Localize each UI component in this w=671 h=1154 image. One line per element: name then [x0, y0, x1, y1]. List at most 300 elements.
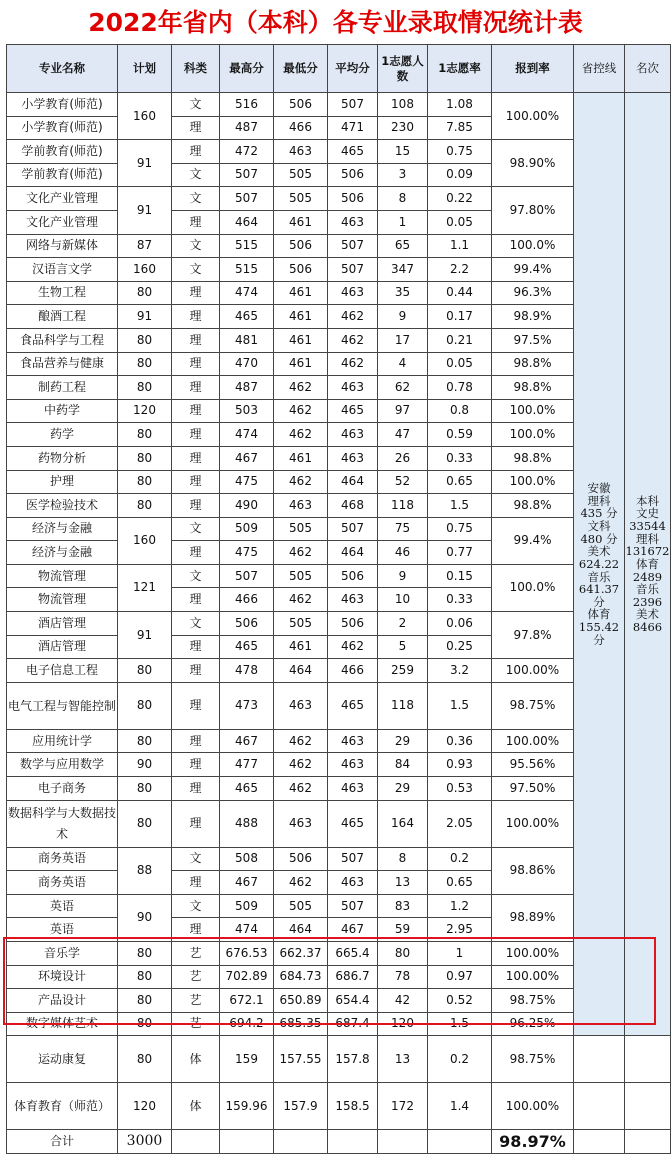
first-choice-count-cell: 13 — [378, 1036, 428, 1083]
total-label-cell: 合计 — [7, 1130, 118, 1154]
min-score-cell: 662.37 — [274, 942, 328, 966]
plan-cell: 80 — [118, 352, 172, 376]
table-row — [7, 1012, 671, 1036]
report-rate-cell: 98.9% — [492, 305, 574, 329]
control-line-text: 安徽 — [587, 481, 611, 496]
rank-text: 33544 — [629, 518, 666, 533]
major-name-cell: 药物分析 — [7, 446, 118, 470]
report-rate-cell: 100.0% — [492, 399, 574, 423]
max-score-cell: 473 — [220, 682, 274, 729]
first-choice-count-cell: 75 — [378, 517, 428, 541]
max-score-cell: 474 — [220, 423, 274, 447]
report-rate-cell: 100.0% — [492, 470, 574, 494]
report-rate-cell: 100.00% — [492, 1083, 574, 1130]
first-choice-count-cell: 15 — [378, 140, 428, 164]
plan-cell: 90 — [118, 753, 172, 777]
major-name-cell: 音乐学 — [7, 942, 118, 966]
min-score-cell: 461 — [274, 328, 328, 352]
max-score-cell: 159 — [220, 1036, 274, 1083]
plan-cell: 80 — [118, 989, 172, 1013]
table-row — [7, 281, 671, 305]
type-cell: 理 — [172, 871, 220, 895]
first-choice-count-cell: 2 — [378, 612, 428, 636]
min-score-cell: 462 — [274, 470, 328, 494]
admission-table — [6, 44, 671, 1154]
rank-text: 131672 — [625, 544, 670, 559]
plan-cell: 80 — [118, 281, 172, 305]
first-choice-count-cell: 29 — [378, 777, 428, 801]
type-cell: 文 — [172, 847, 220, 871]
table-row — [7, 352, 671, 376]
major-name-cell: 电子信息工程 — [7, 659, 118, 683]
report-rate-cell: 97.5% — [492, 328, 574, 352]
rank-empty-cell — [625, 1083, 671, 1130]
max-score-cell: 509 — [220, 894, 274, 918]
avg-score-cell: 464 — [328, 541, 378, 565]
first-choice-rate-cell: 0.05 — [428, 352, 492, 376]
max-score-cell: 470 — [220, 352, 274, 376]
major-name-cell: 学前教育(师范) — [7, 163, 118, 187]
table-row — [7, 1036, 671, 1083]
major-name-cell: 小学教育(师范) — [7, 93, 118, 117]
min-score-cell: 650.89 — [274, 989, 328, 1013]
control-line-text: 分 — [593, 632, 605, 647]
table-row — [7, 517, 671, 541]
first-choice-rate-cell: 0.53 — [428, 777, 492, 801]
min-score-cell: 506 — [274, 258, 328, 282]
min-score-cell: 464 — [274, 659, 328, 683]
major-name-cell: 制药工程 — [7, 376, 118, 400]
report-rate-cell: 100.00% — [492, 93, 574, 140]
avg-score-cell: 506 — [328, 564, 378, 588]
first-choice-count-cell: 83 — [378, 894, 428, 918]
rank-text: 8466 — [632, 620, 663, 635]
first-choice-count-cell: 59 — [378, 918, 428, 942]
page-title: 2022年省内（本科）各专业录取情况统计表 — [88, 8, 583, 37]
first-choice-count-cell: 65 — [378, 234, 428, 258]
report-rate-cell: 96.25% — [492, 1012, 574, 1036]
report-rate-cell: 99.4% — [492, 258, 574, 282]
plan-cell: 80 — [118, 682, 172, 729]
type-cell: 理 — [172, 423, 220, 447]
min-score-cell: 506 — [274, 847, 328, 871]
plan-cell: 80 — [118, 1012, 172, 1036]
first-choice-rate-cell: 0.93 — [428, 753, 492, 777]
first-choice-rate-cell: 2.95 — [428, 918, 492, 942]
first-choice-count-cell: 35 — [378, 281, 428, 305]
plan-cell: 80 — [118, 494, 172, 518]
type-cell: 理 — [172, 541, 220, 565]
type-cell: 理 — [172, 328, 220, 352]
control-line-text: 435 分 — [580, 506, 618, 521]
report-rate-cell: 98.86% — [492, 847, 574, 894]
min-score-cell: 463 — [274, 800, 328, 847]
first-choice-rate-cell: 0.75 — [428, 140, 492, 164]
empty-cell — [220, 1130, 274, 1154]
avg-score-cell: 665.4 — [328, 942, 378, 966]
first-choice-count-cell: 8 — [378, 187, 428, 211]
first-choice-count-cell: 62 — [378, 376, 428, 400]
table-row — [7, 989, 671, 1013]
rank-empty-cell — [625, 1036, 671, 1083]
max-score-cell: 465 — [220, 635, 274, 659]
first-choice-count-cell: 26 — [378, 446, 428, 470]
type-cell: 理 — [172, 494, 220, 518]
max-score-cell: 465 — [220, 305, 274, 329]
avg-score-cell: 466 — [328, 659, 378, 683]
max-score-cell: 507 — [220, 564, 274, 588]
major-name-cell: 体育教育（师范） — [7, 1083, 118, 1130]
avg-score-cell: 686.7 — [328, 965, 378, 989]
type-cell: 理 — [172, 682, 220, 729]
first-choice-rate-cell: 0.05 — [428, 210, 492, 234]
plan-cell: 87 — [118, 234, 172, 258]
table-row — [7, 423, 671, 447]
major-name-cell: 文化产业管理 — [7, 187, 118, 211]
min-score-cell: 505 — [274, 187, 328, 211]
plan-cell: 160 — [118, 258, 172, 282]
first-choice-count-cell: 5 — [378, 635, 428, 659]
first-choice-rate-cell: 1.5 — [428, 682, 492, 729]
max-score-cell: 465 — [220, 777, 274, 801]
report-rate-cell: 97.80% — [492, 187, 574, 234]
avg-score-cell: 463 — [328, 281, 378, 305]
first-choice-count-cell: 78 — [378, 965, 428, 989]
major-name-cell: 食品营养与健康 — [7, 352, 118, 376]
report-rate-cell: 98.75% — [492, 682, 574, 729]
report-rate-cell: 100.0% — [492, 234, 574, 258]
control-line-text: 480 分 — [580, 531, 618, 546]
plan-cell: 120 — [118, 399, 172, 423]
min-score-cell: 157.9 — [274, 1083, 328, 1130]
first-choice-rate-cell: 0.17 — [428, 305, 492, 329]
table-row — [7, 777, 671, 801]
major-name-cell: 医学检验技术 — [7, 494, 118, 518]
min-score-cell: 461 — [274, 305, 328, 329]
first-choice-rate-cell: 0.77 — [428, 541, 492, 565]
first-choice-rate-cell: 0.8 — [428, 399, 492, 423]
first-choice-count-cell: 347 — [378, 258, 428, 282]
max-score-cell: 467 — [220, 729, 274, 753]
header-type: 科类 — [172, 45, 220, 93]
max-score-cell: 487 — [220, 116, 274, 140]
first-choice-rate-cell: 1.4 — [428, 1083, 492, 1130]
first-choice-rate-cell: 0.97 — [428, 965, 492, 989]
avg-score-cell: 463 — [328, 423, 378, 447]
first-choice-rate-cell: 1.2 — [428, 894, 492, 918]
type-cell: 艺 — [172, 1012, 220, 1036]
header-max: 最高分 — [220, 45, 274, 93]
table-row — [7, 328, 671, 352]
first-choice-rate-cell: 0.36 — [428, 729, 492, 753]
first-choice-rate-cell: 0.44 — [428, 281, 492, 305]
avg-score-cell: 654.4 — [328, 989, 378, 1013]
major-name-cell: 酒店管理 — [7, 635, 118, 659]
avg-score-cell: 465 — [328, 140, 378, 164]
max-score-cell: 503 — [220, 399, 274, 423]
rank-text: 美术 — [636, 607, 659, 622]
avg-score-cell: 465 — [328, 682, 378, 729]
control-line-text: 体育 — [587, 607, 611, 622]
first-choice-rate-cell: 0.65 — [428, 470, 492, 494]
table-row — [7, 965, 671, 989]
header-first-count: 1志愿人数 — [378, 45, 428, 93]
plan-cell: 91 — [118, 140, 172, 187]
min-score-cell: 463 — [274, 494, 328, 518]
type-cell: 理 — [172, 305, 220, 329]
report-rate-cell: 99.4% — [492, 517, 574, 564]
first-choice-rate-cell: 1 — [428, 942, 492, 966]
max-score-cell: 676.53 — [220, 942, 274, 966]
first-choice-rate-cell: 0.06 — [428, 612, 492, 636]
major-name-cell: 电子商务 — [7, 777, 118, 801]
min-score-cell: 505 — [274, 612, 328, 636]
major-name-cell: 数学与应用数学 — [7, 753, 118, 777]
avg-score-cell: 463 — [328, 753, 378, 777]
major-name-cell: 产品设计 — [7, 989, 118, 1013]
avg-score-cell: 463 — [328, 376, 378, 400]
min-score-cell: 462 — [274, 871, 328, 895]
first-choice-count-cell: 47 — [378, 423, 428, 447]
min-score-cell: 505 — [274, 564, 328, 588]
plan-cell: 80 — [118, 965, 172, 989]
type-cell: 理 — [172, 918, 220, 942]
report-rate-cell: 98.8% — [492, 352, 574, 376]
report-rate-cell: 97.8% — [492, 612, 574, 659]
table-row — [7, 399, 671, 423]
report-rate-cell: 98.90% — [492, 140, 574, 187]
first-choice-rate-cell: 2.05 — [428, 800, 492, 847]
table-row — [7, 140, 671, 164]
avg-score-cell: 462 — [328, 305, 378, 329]
major-name-cell: 物流管理 — [7, 588, 118, 612]
max-score-cell: 475 — [220, 541, 274, 565]
avg-score-cell: 465 — [328, 800, 378, 847]
plan-cell: 91 — [118, 305, 172, 329]
max-score-cell: 490 — [220, 494, 274, 518]
max-score-cell: 478 — [220, 659, 274, 683]
max-score-cell: 481 — [220, 328, 274, 352]
avg-score-cell: 507 — [328, 894, 378, 918]
table-row — [7, 470, 671, 494]
major-name-cell: 数字媒体艺术 — [7, 1012, 118, 1036]
first-choice-count-cell: 118 — [378, 682, 428, 729]
min-score-cell: 461 — [274, 635, 328, 659]
header-report-rate: 报到率 — [492, 45, 574, 93]
table-row — [7, 894, 671, 918]
type-cell: 理 — [172, 376, 220, 400]
first-choice-rate-cell: 0.25 — [428, 635, 492, 659]
report-rate-cell: 98.75% — [492, 1036, 574, 1083]
type-cell: 理 — [172, 399, 220, 423]
first-choice-count-cell: 259 — [378, 659, 428, 683]
rank-text: 2489 — [632, 569, 663, 584]
type-cell: 文 — [172, 187, 220, 211]
type-cell: 文 — [172, 564, 220, 588]
table-row — [7, 234, 671, 258]
control-line-empty-cell — [574, 1083, 625, 1130]
min-score-cell: 506 — [274, 234, 328, 258]
first-choice-count-cell: 52 — [378, 470, 428, 494]
avg-score-cell: 507 — [328, 93, 378, 117]
major-name-cell: 英语 — [7, 894, 118, 918]
header-row — [7, 45, 671, 93]
type-cell: 艺 — [172, 965, 220, 989]
major-name-cell: 小学教育(师范) — [7, 116, 118, 140]
empty-cell — [428, 1130, 492, 1154]
major-name-cell: 中药学 — [7, 399, 118, 423]
min-score-cell: 505 — [274, 894, 328, 918]
min-score-cell: 462 — [274, 423, 328, 447]
table-row — [7, 376, 671, 400]
major-name-cell: 学前教育(师范) — [7, 140, 118, 164]
rank-text: 本科 — [636, 493, 659, 508]
report-rate-cell: 98.8% — [492, 376, 574, 400]
first-choice-rate-cell: 0.2 — [428, 1036, 492, 1083]
report-rate-cell: 98.8% — [492, 494, 574, 518]
major-name-cell: 护理 — [7, 470, 118, 494]
major-name-cell: 数据科学与大数据技术 — [7, 800, 118, 847]
report-rate-cell: 100.00% — [492, 659, 574, 683]
avg-score-cell: 462 — [328, 352, 378, 376]
first-choice-count-cell: 13 — [378, 871, 428, 895]
avg-score-cell: 463 — [328, 729, 378, 753]
max-score-cell: 474 — [220, 918, 274, 942]
max-score-cell: 507 — [220, 187, 274, 211]
max-score-cell: 694.2 — [220, 1012, 274, 1036]
min-score-cell: 461 — [274, 210, 328, 234]
type-cell: 文 — [172, 93, 220, 117]
type-cell: 文 — [172, 258, 220, 282]
type-cell: 体 — [172, 1036, 220, 1083]
min-score-cell: 462 — [274, 399, 328, 423]
table-row — [7, 800, 671, 847]
major-name-cell: 商务英语 — [7, 847, 118, 871]
report-rate-cell: 98.89% — [492, 894, 574, 941]
table-row — [7, 682, 671, 729]
major-name-cell: 文化产业管理 — [7, 210, 118, 234]
major-name-cell: 酿酒工程 — [7, 305, 118, 329]
min-score-cell: 462 — [274, 541, 328, 565]
min-score-cell: 462 — [274, 588, 328, 612]
first-choice-rate-cell: 0.59 — [428, 423, 492, 447]
first-choice-count-cell: 164 — [378, 800, 428, 847]
empty-cell — [328, 1130, 378, 1154]
report-rate-cell: 98.8% — [492, 446, 574, 470]
rank-cell — [625, 93, 671, 1036]
type-cell: 理 — [172, 729, 220, 753]
table-row — [7, 847, 671, 871]
control-line-empty-cell — [574, 1036, 625, 1083]
control-line-text: 文科 — [587, 518, 611, 533]
min-score-cell: 463 — [274, 682, 328, 729]
major-name-cell: 物流管理 — [7, 564, 118, 588]
major-name-cell: 经济与金融 — [7, 517, 118, 541]
report-rate-cell: 98.75% — [492, 989, 574, 1013]
control-line-text: 分 — [593, 594, 605, 609]
max-score-cell: 487 — [220, 376, 274, 400]
table-row — [7, 942, 671, 966]
first-choice-count-cell: 108 — [378, 93, 428, 117]
plan-cell: 80 — [118, 659, 172, 683]
major-name-cell: 汉语言文学 — [7, 258, 118, 282]
avg-score-cell: 463 — [328, 446, 378, 470]
first-choice-count-cell: 4 — [378, 352, 428, 376]
first-choice-rate-cell: 0.09 — [428, 163, 492, 187]
first-choice-rate-cell: 0.2 — [428, 847, 492, 871]
header-avg: 平均分 — [328, 45, 378, 93]
plan-cell: 90 — [118, 894, 172, 941]
min-score-cell: 461 — [274, 281, 328, 305]
table-row — [7, 305, 671, 329]
first-choice-count-cell: 172 — [378, 1083, 428, 1130]
empty-cell — [625, 1130, 671, 1154]
avg-score-cell: 687.4 — [328, 1012, 378, 1036]
type-cell: 理 — [172, 210, 220, 234]
type-cell: 理 — [172, 659, 220, 683]
plan-cell: 80 — [118, 376, 172, 400]
control-line-text: 155.42 — [578, 620, 620, 635]
first-choice-count-cell: 10 — [378, 588, 428, 612]
type-cell: 文 — [172, 234, 220, 258]
first-choice-rate-cell: 0.65 — [428, 871, 492, 895]
type-cell: 理 — [172, 116, 220, 140]
avg-score-cell: 462 — [328, 635, 378, 659]
avg-score-cell: 507 — [328, 258, 378, 282]
major-name-cell: 英语 — [7, 918, 118, 942]
first-choice-count-cell: 230 — [378, 116, 428, 140]
table-row — [7, 187, 671, 211]
first-choice-count-cell: 84 — [378, 753, 428, 777]
plan-cell: 80 — [118, 800, 172, 847]
plan-cell: 80 — [118, 942, 172, 966]
first-choice-rate-cell: 0.52 — [428, 989, 492, 1013]
total-report-rate-cell: 98.97% — [492, 1130, 574, 1154]
major-name-cell: 环境设计 — [7, 965, 118, 989]
first-choice-count-cell: 29 — [378, 729, 428, 753]
first-choice-rate-cell: 0.33 — [428, 446, 492, 470]
plan-cell: 80 — [118, 423, 172, 447]
first-choice-count-cell: 8 — [378, 847, 428, 871]
major-name-cell: 应用统计学 — [7, 729, 118, 753]
type-cell: 理 — [172, 800, 220, 847]
plan-cell: 80 — [118, 1036, 172, 1083]
first-choice-count-cell: 1 — [378, 210, 428, 234]
first-choice-count-cell: 97 — [378, 399, 428, 423]
table-row — [7, 612, 671, 636]
header-plan: 计划 — [118, 45, 172, 93]
empty-cell — [574, 1130, 625, 1154]
max-score-cell: 477 — [220, 753, 274, 777]
plan-cell: 160 — [118, 93, 172, 140]
max-score-cell: 472 — [220, 140, 274, 164]
max-score-cell: 516 — [220, 93, 274, 117]
plan-cell: 120 — [118, 1083, 172, 1130]
type-cell: 理 — [172, 140, 220, 164]
control-line-text: 理科 — [587, 493, 611, 508]
type-cell: 理 — [172, 352, 220, 376]
min-score-cell: 466 — [274, 116, 328, 140]
first-choice-rate-cell: 0.33 — [428, 588, 492, 612]
avg-score-cell: 463 — [328, 871, 378, 895]
header-control: 省控线 — [574, 45, 625, 93]
max-score-cell: 159.96 — [220, 1083, 274, 1130]
report-rate-cell: 100.00% — [492, 729, 574, 753]
header-rank: 名次 — [625, 45, 671, 93]
max-score-cell: 474 — [220, 281, 274, 305]
type-cell: 理 — [172, 777, 220, 801]
max-score-cell: 515 — [220, 258, 274, 282]
